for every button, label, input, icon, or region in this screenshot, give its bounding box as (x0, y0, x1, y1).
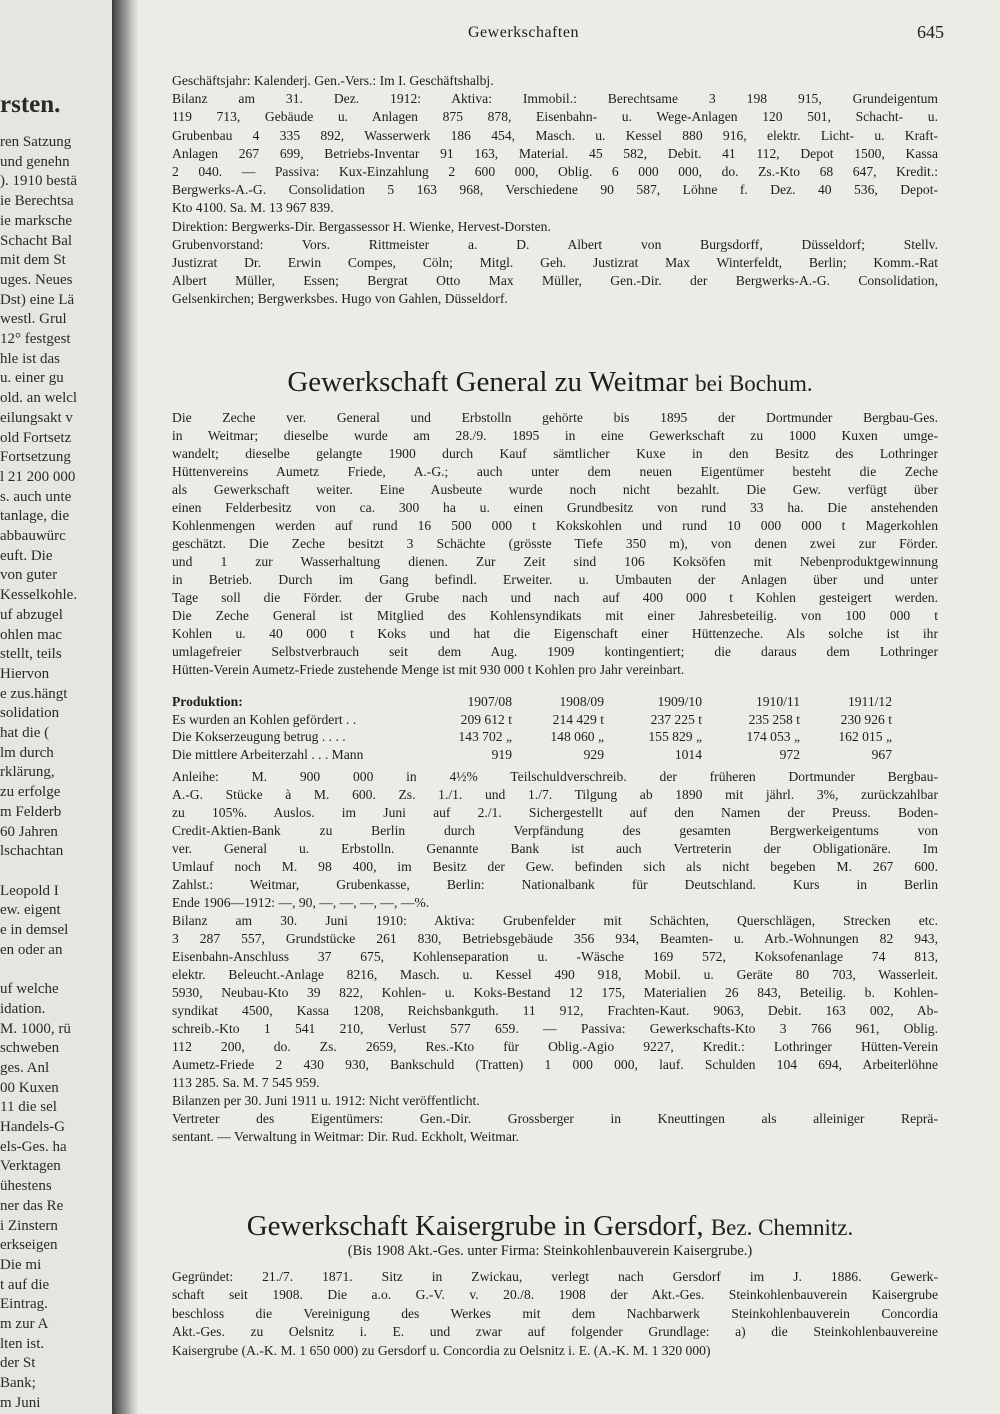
left-page-line: 60 Jahren (0, 823, 58, 840)
left-page-line: hle ist das (0, 350, 60, 367)
left-page-line: Fortsetzung (0, 449, 71, 466)
text-line: Justizrat Dr. Erwin Compes, Cöln; Mitgl. Geh. Justizrat Max Winterfeldt, Berlin; Komm.-Rat (172, 255, 938, 270)
page-number: 645 (917, 22, 944, 42)
left-page-line: lm durch (0, 744, 54, 761)
text-line: Aumetz-Friede 2 430 930, Bankschuld (Tratten) 1 000 000, lauf. Schulden 104 694, Arbeiterlöhne (172, 1057, 938, 1072)
left-page-line: Hiervon (0, 665, 50, 682)
text-line: in Betrieb. Durch im Gang befindl. Erweiter. u. Umbauten der Anlagen über und unter (172, 572, 938, 587)
text-line: Kaisergrube (A.-K. M. 1 650 000) zu Gersdorf u. Concordia zu Oelsnitz i. E. (A.-K. M. 1 320 000) (172, 1342, 711, 1358)
left-page-line: uf abzugel (0, 606, 63, 623)
left-page-line: erkseigen (0, 1237, 58, 1254)
heading-suffix: Bez. Chemnitz. (710, 1215, 854, 1240)
text-line: Die Zeche ver. General und Erbstolln gehörte bis 1895 der Dortmunder Bergbau-Ges. (172, 410, 938, 425)
book-gutter (112, 0, 138, 1414)
left-page-line: Schacht Bal (0, 232, 73, 249)
year-header: 1911/12 (847, 694, 892, 709)
row-value: 155 829 „ (648, 729, 702, 744)
text-line: 2 040. — Passiva: Kux-Einzahlung 2 600 000, Oblig. 6 000 000, do. Zs.-Kto 68 647, Kredit.: (172, 164, 938, 179)
text-line: ver. General u. Erbstolln. Genannte Bank ist auch Vertreterin der Obligationäre. Im (172, 841, 938, 856)
text-line: Hütten-Verein Aumetz-Friede zustehende Menge ist mit 930 000 t Kohlen pro Jahr vereinbart. (172, 662, 685, 677)
left-facing-page (0, 0, 114, 1414)
left-page-line: rklärung, (0, 764, 55, 781)
text-line: einen Felderbesitz von ca. 300 ha u. einen Grundbesitz von rund 33 ha. Die anstehenden (172, 500, 938, 515)
row-value: 214 429 t (552, 711, 604, 727)
year-header: 1908/09 (559, 694, 604, 709)
left-page-line: schweben (0, 1040, 60, 1057)
left-page-line: solidation (0, 705, 60, 722)
text-line: schaft seit 1908. Die a.o. G.-V. v. 20./8. 1908 der Akt.-Ges. Steinkohlenbauverein Kaisergrube (172, 1287, 938, 1303)
row-value: 972 (779, 746, 800, 762)
text-line: wandelt; dieselbe gelangte 1900 durch Kauf sämtlicher Kuxe in den Besitz des Lothringer (172, 446, 938, 461)
production-header-row (172, 693, 942, 711)
text-line: 113 285. Sa. M. 7 545 959. (172, 1075, 320, 1090)
production-row (172, 746, 942, 764)
left-page-line: ren Satzung (0, 134, 72, 150)
text-line: und 1 zur Wasserhaltung dienen. Zur Zeit sind 106 Koksöfen mit Nebenproduktgewinnung (172, 554, 938, 569)
text-line: Bilanz am 31. Dez. 1912: Aktiva: Immobil.: Berechtsame 3 198 915, Grundeigentum (172, 91, 938, 107)
text-line: Umlauf noch M. 98 400, im Besitz der Gew. befinden sich als nicht begeben M. 267 600. (172, 859, 938, 874)
row-label: Es wurden an Kohlen gefördert . . (172, 711, 357, 727)
text-line: Kohlenmengen werden auf rund 16 500 000 t Kokskohlen und rund 10 000 000 t Magerkohlen (172, 518, 938, 533)
text-line: umlagefreier Selbstverbrauch seit dem Aug. 1909 kontingentiert; die daraus dem Lothringer (172, 644, 938, 659)
left-page-line: mit dem St (0, 252, 66, 269)
row-value: 230 926 t (840, 711, 892, 727)
text-line: Vertreter des Eigentümers: Gen.-Dir. Grossberger in Kneuttingen als alleiniger Reprä- (172, 1111, 938, 1126)
row-label: Die Kokserzeugung betrug . . . . (172, 729, 346, 744)
text-line: Geschäftsjahr: Kalenderj. Gen.-Vers.: Im I. Geschäftshalbj. (172, 73, 494, 88)
left-page-line: ). 1910 bestä (0, 173, 78, 190)
heading-suffix: bei Bochum. (695, 371, 813, 396)
left-page-line: en oder an (0, 941, 63, 958)
text-line: Ende 1906—1912: —, 90, —, —, —, —, —%. (172, 895, 430, 910)
text-line: Anleihe: M. 900 000 in 4½% Teilschuldverschreib. der früheren Dortmunder Bergbau- (172, 769, 938, 784)
text-line: Grubenbau 4 335 892, Wasserwerk 186 454, Masch. u. Kessel 880 916, elektr. Licht- u. Kraft- (172, 127, 938, 143)
text-line: beschloss die Vereinigung des Werkes mit dem Nachbarwerk Steinkohlenbauverein Concordia (172, 1305, 938, 1321)
left-page-line: Leopold I (0, 882, 59, 899)
year-header: 1907/08 (467, 694, 512, 709)
left-page-line: uges. Neues (0, 271, 73, 288)
text-line: Tage soll die Förder. der Grube nach und nach auf 400 000 t Kohlen gesteigert werden. (172, 590, 938, 605)
text-line: Credit-Aktien-Bank zu Berlin durch Verpfändung des gesamten Bergwerkeigentums von (172, 823, 938, 838)
left-page-line: ie Berechtsa (0, 193, 74, 210)
left-page-line: ühestens (0, 1178, 52, 1195)
left-page-line: Verktagen (0, 1158, 61, 1175)
left-page-line: Handels-G (0, 1119, 65, 1135)
text-line: Gelsenkirchen; Bergwerksbes. Hugo von Gahlen, Düsseldorf. (172, 291, 508, 307)
left-page-line: idation. (0, 1000, 46, 1017)
left-page-line: e zus.hängt (0, 685, 68, 702)
left-page-heading: rsten. (0, 91, 61, 118)
year-header: 1909/10 (657, 694, 702, 709)
left-page-line: old. an welcl (0, 390, 78, 407)
left-page-line: tanlage, die (0, 508, 70, 525)
text-line: Bilanzen per 30. Juni 1911 u. 1912: Nicht veröffentlicht. (172, 1093, 480, 1108)
row-value: 235 258 t (748, 711, 800, 727)
left-page-line: Bank; (0, 1375, 36, 1392)
text-line: Eisenbahn-Anschluss 37 675, Kohlenseparation u. -Wäsche 169 572, Koksofenanlage 74 813, (172, 949, 938, 964)
text-line: 112 200, do. Zs. 2659, Res.-Kto für Oblig.-Agio 9227, Kredit.: Lothringer Hütten-Verein (172, 1039, 938, 1054)
production-label: Produktion: (172, 694, 243, 709)
text-line: Grubenvorstand: Vors. Rittmeister a. D. Albert von Burgsdorff, Düsseldorf; Stellv. (172, 236, 938, 252)
left-page-line: old Fortsetz (0, 429, 72, 446)
row-value: 174 053 „ (746, 729, 800, 744)
row-value: 237 225 t (650, 711, 702, 727)
text-line: zu 105%. Auslos. im Juni auf 2./1. Sichergestellt auf den Namen der Preuss. Boden- (172, 805, 938, 820)
text-line: in Weitmar; dieselbe wurde am 28./9. 1895 in eine Gewerkschaft zu 1000 Kuxen umge- (172, 428, 938, 443)
left-page-line: l 21 200 000 (0, 468, 76, 485)
text-line: Anlagen 267 699, Betriebs-Inventar 91 163, Material. 45 582, Debit. 41 112, Depot 1500, Kassa (172, 145, 938, 161)
left-page-line: und genehn (0, 153, 70, 170)
left-page-line: ohlen mac (0, 626, 63, 643)
row-value: 148 060 „ (550, 729, 604, 744)
text-line: elektr. Beleucht.-Anlage 8216, Masch. u. Kessel 490 918, Mobil. u. Geräte 80 703, Wasserleit. (172, 967, 938, 982)
text-line: Albert Müller, Essen; Bergrat Otto Max Müller, Gen.-Dir. der Bergwerks-A.-G. Consolidation, (172, 273, 938, 289)
row-value: 929 (583, 746, 604, 762)
text-line: Kto 4100. Sa. M. 13 967 839. (172, 200, 334, 216)
row-value: 919 (491, 746, 512, 762)
production-row (172, 711, 942, 729)
row-value: 967 (871, 746, 892, 762)
left-page-line: stellt, teils (0, 646, 62, 663)
left-page-line: Dst) eine Lä (0, 291, 75, 308)
left-page-line: m Juni (0, 1394, 41, 1411)
left-page-line: der St (0, 1355, 36, 1372)
text-line: A.-G. Stücke à M. 600. Zs. 1./1. und 1./7. Tilgung ab 1890 mit jährl. 3%, zurückzahlbar (172, 787, 938, 802)
text-line: geschätzt. Die Zeche besitzt 3 Schächte (grösste Tiefe 350 m), von denen zwei zur Förder. (172, 536, 938, 551)
running-header: Gewerkschaften (468, 24, 579, 41)
left-page-line: westl. Grul (0, 311, 67, 328)
left-page-line: t auf die (0, 1276, 50, 1293)
year-header: 1910/11 (755, 694, 800, 709)
left-page-line: Die mi (0, 1256, 42, 1273)
main-page (150, 0, 1000, 1414)
left-page-line: s. auch unte (0, 488, 72, 505)
row-value: 162 015 „ (838, 729, 892, 744)
left-page-line: abbauwürc (0, 528, 66, 544)
heading-main: Gewerkschaft General zu Weitmar (287, 366, 688, 398)
left-page-line: 00 Kuxen (0, 1079, 59, 1096)
production-row (172, 728, 942, 746)
left-page-line: 11 die sel (0, 1099, 57, 1116)
section-subtitle: (Bis 1908 Akt.-Ges. unter Firma: Steinkohlenbauverein Kaisergrube.) (347, 1243, 753, 1259)
left-page-line: eilungsakt v (0, 409, 73, 426)
text-line: Hüttenvereins Aumetz Friede, A.-G.; auch unter dem neuen Eigentümer besteht die Zeche (172, 464, 938, 479)
text-line: syndikat 4500, Kassa 1208, Reichsbankguth. 11 912, Frachten-Kaut. 9063, Debit. 163 002, Ab- (172, 1003, 938, 1018)
section-heading-kaisergrube (150, 1210, 950, 1243)
text-line: 3 287 557, Grundstücke 261 830, Betriebsgebäude 356 934, Beamten- u. Arb.-Wohnungen 82 943, (172, 931, 938, 946)
text-line: schreib.-Kto 1 541 210, Verlust 577 659. — Passiva: Gewerkschafts-Kto 3 766 961, Oblig. (172, 1021, 938, 1036)
left-page-line: ie marksche (0, 212, 73, 229)
section-heading-general-weitmar (150, 366, 950, 399)
left-page-line: 12° festgest (0, 331, 71, 347)
left-page-line: i Zinstern (0, 1217, 58, 1234)
left-page-line: Kesselkohle. (0, 587, 78, 604)
left-page-line: ew. eigent (0, 902, 61, 919)
text-line: 5930, Neubau-Kto 39 822, Kohlen- u. Koks-Bestand 12 175, Materialien 26 843, Beteilig. b. Kohlen- (172, 985, 938, 1000)
row-value: 209 612 t (460, 711, 512, 727)
left-page-line: euft. Die (0, 547, 53, 564)
text-line: Die Zeche General ist Mitglied des Kohlensyndikats mit einer Jahresbeteilig. von 100 000 t (172, 608, 938, 623)
heading-main: Gewerkschaft Kaisergrube in Gersdorf, (246, 1210, 704, 1242)
text-line: sentant. — Verwaltung in Weitmar: Dir. Rud. Eckholt, Weitmar. (172, 1129, 520, 1144)
text-line: als Gewerkschaft weiter. Eine Ausbeute wurde noch nicht bezahlt. Die Gew. verfügt über (172, 482, 938, 497)
row-label: Die mittlere Arbeiterzahl . . . Mann (172, 746, 364, 762)
text-line: Bergwerks-A.-G. Consolidation 5 163 968, Verschiedene 90 587, Löhne f. Dez. 40 536, Depot- (172, 182, 938, 198)
left-page-line: Eintrag. (0, 1296, 48, 1313)
left-page-line: von guter (0, 567, 58, 584)
left-page-line: M. 1000, rü (0, 1020, 71, 1037)
left-page-line: ner das Re (0, 1197, 64, 1214)
left-page-line: u. einer gu (0, 370, 64, 387)
left-page-line: lten ist. (0, 1335, 45, 1352)
text-line: Direktion: Bergwerks-Dir. Bergassessor H. Wienke, Hervest-Dorsten. (172, 218, 551, 234)
left-page-line: m zur A (0, 1316, 49, 1332)
text-line: Kohlen u. 40 000 t Koks und hat die Eigenschaft einer Hüttenzeche. Als solche ist ihr (172, 626, 938, 641)
left-page-line: uf welche (0, 981, 59, 998)
left-page-line: m Felderb (0, 803, 62, 820)
text-line: Akt.-Ges. zu Oelsnitz i. E. und zwar auf folgender Grundlage: a) die Steinkohlenbauvereine (172, 1324, 938, 1340)
left-page-line: lschachtan (0, 843, 64, 860)
left-page-line: els-Ges. ha (0, 1138, 67, 1155)
left-page-line: hat die ( (0, 725, 50, 741)
row-value: 143 702 „ (458, 729, 512, 744)
left-page-line: e in demsel (0, 922, 69, 938)
row-value: 1014 (674, 746, 702, 762)
text-line: 119 713, Gebäude u. Anlagen 875 878, Eisenbahn- u. Wege-Anlagen 120 501, Schacht- u. (172, 109, 938, 125)
text-line: Zahlst.: Weitmar, Grubenkasse, Berlin: Nationalbank für Deutschland. Kurs in Berlin (172, 877, 938, 892)
text-line: Bilanz am 30. Juni 1910: Aktiva: Grubenfelder mit Schächten, Querschlägen, Strecken etc. (172, 913, 938, 928)
left-page-line: zu erfolge (0, 784, 61, 801)
text-line: Gegründet: 21./7. 1871. Sitz in Zwickau, verlegt nach Gersdorf im J. 1886. Gewerk- (172, 1269, 938, 1284)
left-page-line: ges. Anl (0, 1059, 50, 1076)
